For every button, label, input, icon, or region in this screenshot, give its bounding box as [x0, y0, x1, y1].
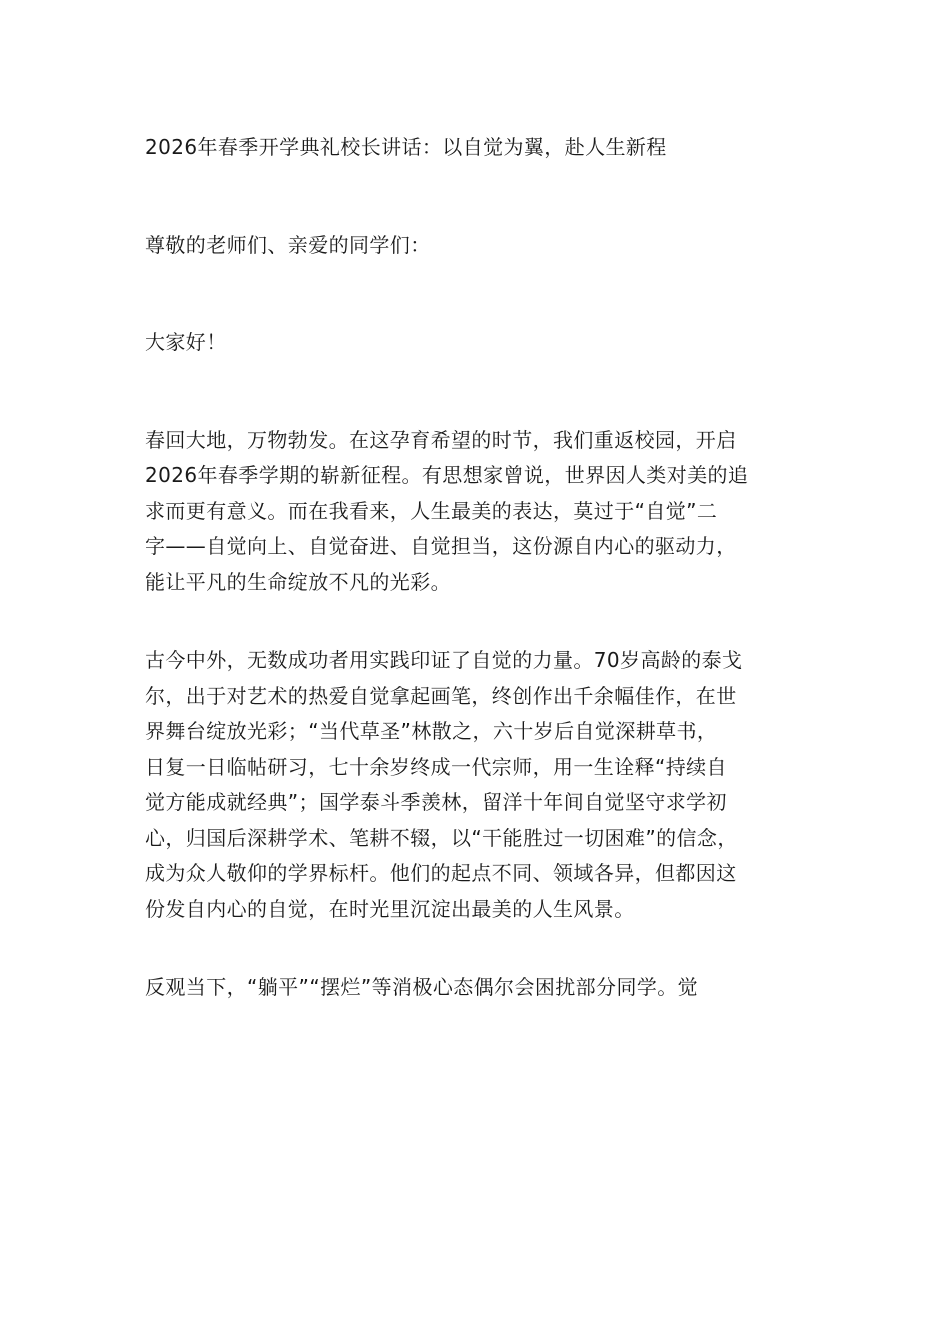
paragraph-line: 份发自内心的自觉，在时光里沉淀出最美的人生风景。: [145, 896, 635, 921]
paragraph-line: 界舞台绽放光彩；“当代草圣”林散之，六十岁后自觉深耕草书，: [145, 719, 718, 743]
paragraph-line: 古今中外，无数成功者用实践印证了自觉的力量。70岁高龄的泰戈: [145, 648, 743, 672]
paragraph-line: 字——自觉向上、自觉奋进、自觉担当，这份源自内心的驱动力，: [145, 534, 737, 558]
paragraph-line: 觉方能成就经典”；国学泰斗季羡林，留洋十年间自觉坚守求学初: [145, 790, 727, 814]
document-body: [145, 130, 810, 1049]
paragraph-line: 心，归国后深耕学术、笔耕不辍，以“干能胜过一切困难”的信念，: [145, 825, 738, 850]
paragraph-spring-opening: [145, 423, 810, 601]
paragraph-line: 成为众人敬仰的学界标杆。他们的起点不同、领域各异，但都因这: [145, 861, 737, 885]
paragraph-line: 春回大地，万物勃发。在这孕育希望的时节，我们重返校园，开启: [145, 427, 737, 452]
paragraph-role-models: [145, 643, 810, 927]
salutation: 尊敬的老师们、亲爱的同学们：: [145, 232, 431, 257]
paragraph-line: 反观当下，“躺平”“摆烂”等消极心态偶尔会困扰部分同学。觉: [145, 975, 699, 999]
document-title: 2026年春季开学典礼校长讲话：以自觉为翼，赴人生新程: [145, 135, 667, 159]
paragraph-line: 日复一日临帖研习，七十余岁终成一代宗师，用一生诠释“持续自: [145, 754, 727, 779]
paragraph-current-situation: [145, 970, 810, 1006]
greeting: 大家好！: [145, 330, 227, 354]
paragraph-line: 求而更有意义。而在我看来，人生最美的表达，莫过于“自觉”二: [145, 498, 718, 523]
paragraph-line: 能让平凡的生命绽放不凡的光彩。: [145, 569, 451, 594]
paragraph-line: 2026年春季学期的崭新征程。有思想家曾说，世界因人类对美的追: [145, 463, 749, 487]
paragraph-line: 尔，出于对艺术的热爱自觉拿起画笔，终创作出千余幅佳作，在世: [145, 683, 737, 708]
